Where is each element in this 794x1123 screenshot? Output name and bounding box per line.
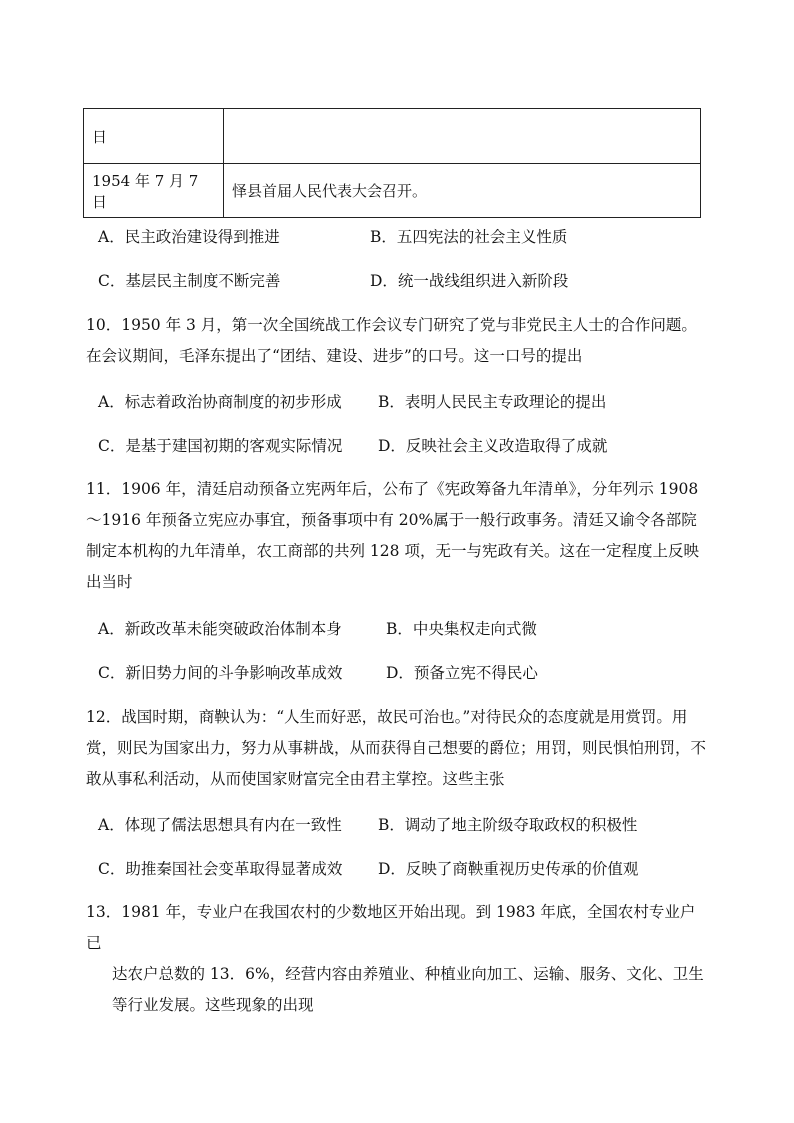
q12-option-c: C．助推秦国社会变革取得显著成效 bbox=[98, 860, 343, 878]
q9-option-d: D．统一战线组织进入新阶段 bbox=[370, 272, 569, 290]
q10-option-d: D．反映社会主义改造取得了成就 bbox=[378, 437, 608, 455]
q11-option-b: B．中央集权走向式微 bbox=[386, 620, 537, 638]
q12-option-a: A．体现了儒法思想具有内在一致性 bbox=[98, 816, 342, 834]
table-cell-event bbox=[224, 109, 701, 164]
q11-option-c: C．新旧势力间的斗争影响改革成效 bbox=[98, 664, 343, 682]
table-cell-date: 日 bbox=[84, 109, 224, 164]
q9-option-c: C．基层民主制度不断完善 bbox=[98, 272, 281, 290]
q10-option-c: C．是基于建国初期的客观实际情况 bbox=[98, 437, 343, 455]
event-table bbox=[83, 108, 701, 218]
q10-option-b: B．表明人民民主专政理论的提出 bbox=[378, 393, 607, 411]
q10-option-a: A．标志着政治协商制度的初步形成 bbox=[98, 393, 342, 411]
q11-stem: 11．1906 年，清廷启动预备立宪两年后，公布了《宪政筹备九年清单》，分年列示 1908～1916 年预备立宪应办事宜，预备事项中有 20%属于一般行政事务。清廷又谕令各部院制定本机构的九年清单，农工商部的共列 128 项，无一与宪政有关。这在一定程度上反映出当时 bbox=[86, 480, 699, 591]
table-cell-date: 1954 年 7 月 7 日 bbox=[84, 164, 224, 218]
table-cell-event: 怿县首届人民代表大会召开。 bbox=[224, 164, 701, 218]
q12-stem: 12．战国时期，商鞅认为：“人生而好恶，故民可治也。”对待民众的态度就是用赏罚。用赏，则民为国家出力，努力从事耕战，从而获得自己想要的爵位；用罚，则民惧怕刑罚，不敢从事私利活动，从而使国家财富完全由君主掌控。这些主张 bbox=[86, 708, 707, 788]
q9-option-a: A．民主政治建设得到推进 bbox=[98, 228, 280, 246]
table-row bbox=[84, 109, 701, 164]
table-row bbox=[84, 164, 701, 218]
q11-option-d: D．预备立宪不得民心 bbox=[386, 664, 538, 682]
q13-stem bbox=[86, 897, 710, 1021]
q10-stem: 10．1950 年 3 月，第一次全国统战工作会议专门研究了党与非党民主人士的合作问题。在会议期间，毛泽东提出了“团结、建设、进步”的口号。这一口号的提出 bbox=[86, 316, 697, 365]
q12-option-d: D．反映了商鞅重视历史传承的价值观 bbox=[378, 860, 639, 878]
q12-option-b: B．调动了地主阶级夺取政权的积极性 bbox=[378, 816, 638, 834]
q9-option-b: B．五四宪法的社会主义性质 bbox=[370, 228, 568, 246]
q13-stem-first-line: 13．1981 年，专业户在我国农村的少数地区开始出现。到 1983 年底，全国农村专业户已 bbox=[86, 903, 696, 952]
q13-stem-continuation: 达农户总数的 13．6%，经营内容由养殖业、种植业向加工、运输、服务、文化、卫生等行业发展。这些现象的出现 bbox=[112, 965, 704, 1014]
q11-option-a: A．新政改革未能突破政治体制本身 bbox=[98, 620, 342, 638]
